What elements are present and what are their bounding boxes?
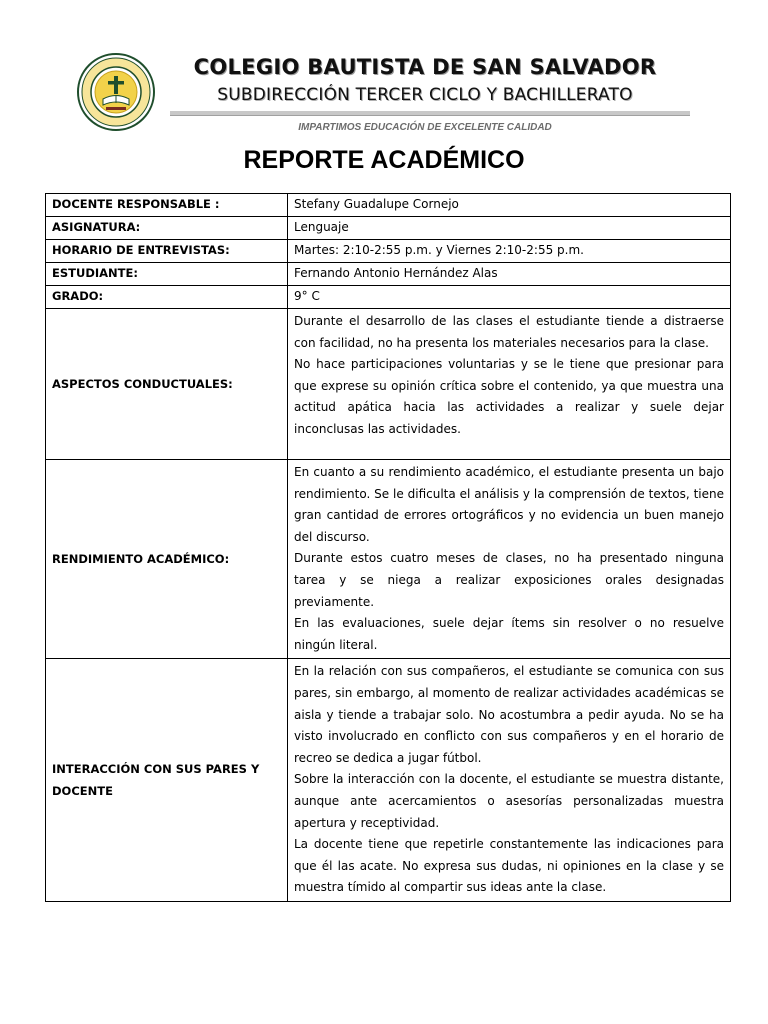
report-title: REPORTE ACADÉMICO [243, 146, 525, 174]
interaccion-paragraph: Sobre la interacción con la docente, el estudiante se muestra distante, aunque ante acercamientos o asesorías personalizadas muestra apertura y receptividad. [294, 772, 724, 830]
header-divider [170, 111, 690, 116]
document-header [0, 0, 768, 145]
school-seal-logo [76, 52, 156, 132]
row-grado [46, 286, 731, 309]
rendimiento-paragraph: En las evaluaciones, suele dejar ítems sin resolver o no resuelve ningún literal. [294, 616, 724, 652]
label-estudiante: ESTUDIANTE: [46, 263, 288, 286]
row-interaccion-pares-docente [46, 659, 731, 902]
label-rendimiento-academico: RENDIMIENTO ACADÉMICO: [46, 460, 288, 659]
row-horario [46, 240, 731, 263]
school-name: COLEGIO BAUTISTA DE SAN SALVADOR [193, 55, 657, 79]
label-interaccion-pares-docente: INTERACCIÓN CON SUS PARES Y DOCENTE [46, 659, 288, 902]
report-table [45, 193, 731, 902]
label-horario: HORARIO DE ENTREVISTAS: [46, 240, 288, 263]
value-aspectos-conductuales [288, 309, 731, 460]
value-grado: 9° C [288, 286, 731, 309]
row-asignatura [46, 217, 731, 240]
rendimiento-paragraph: En cuanto a su rendimiento académico, el estudiante presenta un bajo rendimiento. Se le dificulta el análisis y la comprensión de textos, tiene gran cantidad de errores ortográficos y no evidencia un buen manejo del discurso. [294, 465, 724, 544]
aspectos-paragraph: Durante el desarrollo de las clases el estudiante tiende a distraerse con facilidad, no ha presenta los materiales necesarios para la clase. [294, 314, 724, 350]
aspectos-paragraph: No hace participaciones voluntarias y se le tiene que presionar para que exprese su opinión crítica sobre el contenido, ya que muestra una actitud apática hacia las actividades a realizar y suele dejar inconclusas las actividades. [294, 357, 724, 436]
value-estudiante: Fernando Antonio Hernández Alas [288, 263, 731, 286]
row-rendimiento-academico [46, 460, 731, 659]
value-asignatura: Lenguaje [288, 217, 731, 240]
label-asignatura: ASIGNATURA: [46, 217, 288, 240]
row-docente [46, 194, 731, 217]
rendimiento-paragraph: Durante estos cuatro meses de clases, no ha presentado ninguna tarea y se niega a realizar exposiciones orales designadas previamente. [294, 551, 724, 609]
school-motto: IMPARTIMOS EDUCACIÓN DE EXCELENTE CALIDAD [298, 122, 552, 133]
value-rendimiento-academico [288, 460, 731, 659]
value-docente: Stefany Guadalupe Cornejo [288, 194, 731, 217]
subdirection-name: SUBDIRECCIÓN TERCER CICLO Y BACHILLERATO [217, 85, 633, 105]
row-estudiante [46, 263, 731, 286]
label-aspectos-conductuales: ASPECTOS CONDUCTUALES: [46, 309, 288, 460]
row-aspectos-conductuales [46, 309, 731, 460]
value-interaccion-pares-docente [288, 659, 731, 902]
interaccion-paragraph: En la relación con sus compañeros, el estudiante se comunica con sus pares, sin embargo, al momento de realizar actividades académicas se aisla y tiende a trabajar solo. No acostumbra a pedir ayuda. No se ha visto involucrado en conflicto con sus compañeros y en el horario de recreo se dedica a jugar fútbol. [294, 664, 724, 765]
value-horario: Martes: 2:10-2:55 p.m. y Viernes 2:10-2:55 p.m. [288, 240, 731, 263]
interaccion-paragraph: La docente tiene que repetirle constantemente las indicaciones para que él las acate. No expresa sus dudas, ni opiniones en la clase y se muestra tímido al compartir sus ideas ante la clase. [294, 837, 724, 895]
label-docente: DOCENTE RESPONSABLE : [46, 194, 288, 217]
label-grado: GRADO: [46, 286, 288, 309]
